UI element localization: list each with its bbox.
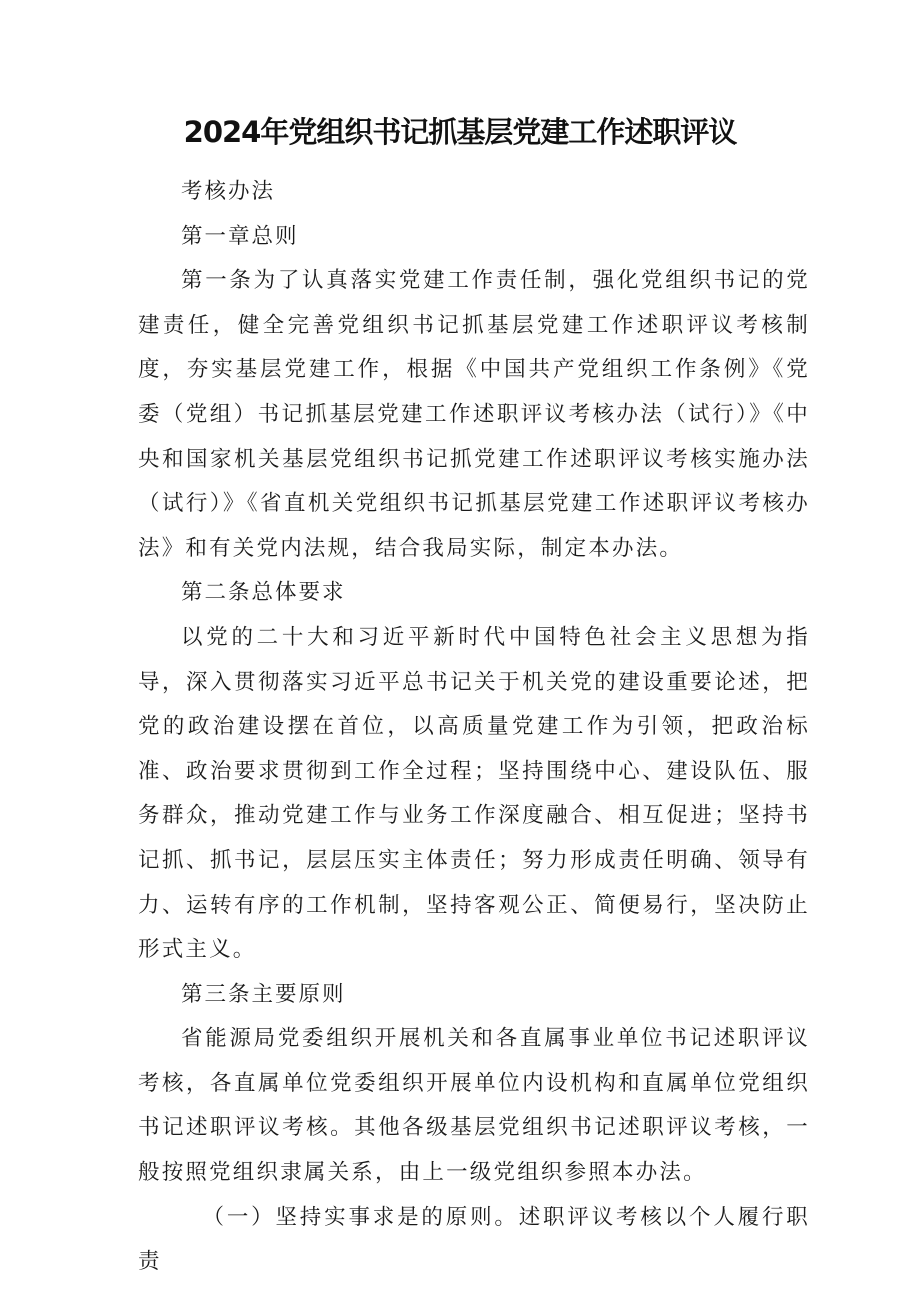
document-title: 2024年党组织书记抓基层党建工作述职评议 xyxy=(183,115,737,149)
document-body xyxy=(138,170,810,1285)
principle-1-paragraph: （一）坚持实事求是的原则。述职评议考核以个人履行职责 xyxy=(138,1204,810,1275)
article-3-heading: 第三条主要原则 xyxy=(181,981,346,1007)
article-2-heading: 第二条总体要求 xyxy=(181,580,346,606)
chapter-heading-general-provisions: 第一章总则 xyxy=(181,223,299,249)
article-2-paragraph: 以党的二十大和习近平新时代中国特色社会主义思想为指导，深入贯彻落实习近平总书记关于机关党的建设重要论述，把党的政治建设摆在首位，以高质量党建工作为引领，把政治标准、政治要求贯彻到工作全过程；坚持围绕中心、建设队伍、服务群众，推动党建工作与业务工作深度融合、相互促进；坚持书记抓、抓书记，层层压实主体责任；努力形成责任明确、领导有力、运转有序的工作机制，坚持客观公正、简便易行，坚决防止形式主义。 xyxy=(138,624,810,963)
section-heading-assessment-method: 考核办法 xyxy=(181,179,276,204)
article-1-paragraph: 第一条为了认真落实党建工作责任制，强化党组织书记的党建责任，健全完善党组织书记抓基层党建工作述职评议考核制度，夯实基层党建工作，根据《中国共产党组织工作条例》《党委（党组）书记抓基层党建工作述职评议考核办法（试行）》《中央和国家机关基层党组织书记抓党建工作述职评议考核实施办法（试行）》《省直机关党组织书记抓基层党建工作述职评议考核办法》和有关党内法规，结合我局实际，制定本办法。 xyxy=(138,268,810,561)
article-3-paragraph: 省能源局党委组织开展机关和各直属事业单位书记述职评议考核，各直属单位党委组织开展单位内设机构和直属单位党组织书记述职评议考核。其他各级基层党组织书记述职评议考核，一般按照党组织隶属关系，由上一级党组织参照本办法。 xyxy=(138,1026,810,1186)
